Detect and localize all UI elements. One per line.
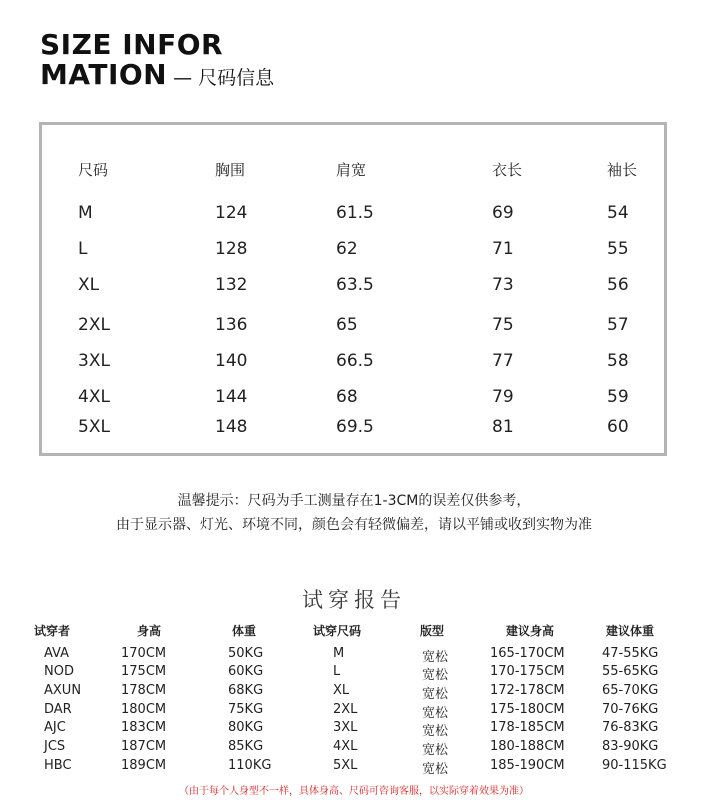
trial-cell-height: 178CM (121, 683, 167, 698)
trial-cell-rec-weight: 83-90KG (602, 739, 659, 754)
trial-cell-tester: NOD (44, 664, 74, 679)
trial-report-note: （由于每个人身型不一样，具体身高、尺码可咨询客服，以实际穿着效果为准） (179, 786, 529, 797)
trial-cell-size: M (333, 646, 345, 661)
trial-cell-rec-height: 175-180CM (490, 702, 565, 717)
size-cell-sleeve: 54 (607, 203, 629, 223)
title-line-2-text: MATION (40, 58, 168, 91)
size-cell-chest: 140 (215, 351, 248, 371)
trial-cell-rec-height: 180-188CM (490, 739, 565, 754)
size-cell-shoulder: 68 (336, 387, 358, 407)
size-cell-chest: 132 (215, 275, 248, 295)
trial-cell-fit: 宽松 (422, 762, 449, 777)
trial-cell-tester: DAR (44, 702, 72, 717)
trial-cell-size: 3XL (333, 720, 358, 735)
title-subtitle: — 尺码信息 (173, 67, 275, 89)
size-cell-size: L (78, 239, 88, 259)
trial-header-fit: 版型 (420, 624, 445, 638)
size-cell-chest: 144 (215, 387, 248, 407)
trial-cell-height: 187CM (121, 739, 167, 754)
trial-cell-weight: 85KG (228, 739, 264, 754)
trial-header-rec-weight: 建议体重 (606, 624, 655, 638)
size-cell-size: XL (78, 275, 100, 295)
size-cell-length: 71 (492, 239, 514, 259)
size-cell-sleeve: 59 (607, 387, 629, 407)
trial-cell-fit: 宽松 (422, 650, 449, 665)
trial-cell-rec-weight: 55-65KG (602, 664, 659, 679)
size-cell-shoulder: 63.5 (336, 275, 374, 295)
trial-cell-height: 183CM (121, 720, 167, 735)
trial-cell-rec-weight: 76-83KG (602, 720, 659, 735)
trial-cell-height: 189CM (121, 758, 167, 773)
size-cell-sleeve: 57 (607, 315, 629, 335)
trial-cell-size: 2XL (333, 702, 358, 717)
trial-cell-weight: 75KG (228, 702, 264, 717)
trial-cell-height: 170CM (121, 646, 167, 661)
trial-header-tester: 试穿者 (34, 624, 71, 638)
size-header-length: 衣长 (492, 161, 523, 179)
size-header-size: 尺码 (78, 161, 109, 179)
size-cell-sleeve: 58 (607, 351, 629, 371)
trial-cell-size: XL (333, 683, 350, 698)
trial-cell-tester: JCS (44, 739, 66, 754)
trial-cell-weight: 68KG (228, 683, 264, 698)
trial-cell-rec-weight: 70-76KG (602, 702, 659, 717)
size-header-shoulder: 肩宽 (336, 161, 367, 179)
size-cell-shoulder: 62 (336, 239, 358, 259)
size-cell-shoulder: 66.5 (336, 351, 374, 371)
trial-cell-tester: HBC (44, 758, 72, 773)
size-cell-size: 3XL (78, 351, 110, 371)
size-cell-length: 81 (492, 417, 514, 437)
size-cell-sleeve: 60 (607, 417, 629, 437)
trial-cell-rec-height: 178-185CM (490, 720, 565, 735)
size-cell-sleeve: 56 (607, 275, 629, 295)
trial-cell-rec-height: 172-178CM (490, 683, 565, 698)
size-cell-size: 2XL (78, 315, 110, 335)
trial-cell-fit: 宽松 (422, 706, 449, 721)
trial-header-rec-height: 建议身高 (506, 624, 555, 638)
trial-cell-tester: AJC (44, 720, 66, 735)
size-cell-sleeve: 55 (607, 239, 629, 259)
size-cell-shoulder: 69.5 (336, 417, 374, 437)
trial-cell-tester: AVA (44, 646, 70, 661)
size-cell-size: 5XL (78, 417, 110, 437)
size-cell-length: 73 (492, 275, 514, 295)
tip-line-2: 由于显示器、灯光、环境不同，颜色会有轻微偏差，请以平铺或收到实物为准 (116, 517, 592, 533)
size-cell-size: 4XL (78, 387, 110, 407)
trial-header-height: 身高 (137, 624, 162, 638)
tip-line-1: 温馨提示：尺码为手工测量存在1-3CM的误差仅供参考， (177, 493, 531, 509)
size-cell-chest: 148 (215, 417, 248, 437)
trial-cell-rec-height: 165-170CM (490, 646, 565, 661)
trial-cell-fit: 宽松 (422, 668, 449, 683)
trial-cell-fit: 宽松 (422, 743, 449, 758)
trial-cell-height: 175CM (121, 664, 167, 679)
trial-cell-weight: 110KG (228, 758, 272, 773)
trial-cell-tester: AXUN (44, 683, 82, 698)
trial-cell-rec-weight: 47-55KG (602, 646, 659, 661)
size-cell-chest: 124 (215, 203, 248, 223)
size-header-sleeve: 袖长 (607, 161, 638, 179)
trial-cell-weight: 50KG (228, 646, 264, 661)
trial-cell-height: 180CM (121, 702, 167, 717)
size-cell-size: M (78, 203, 93, 223)
trial-cell-fit: 宽松 (422, 687, 449, 702)
trial-cell-rec-weight: 65-70KG (602, 683, 659, 698)
trial-cell-size: L (333, 664, 341, 679)
trial-cell-size: 4XL (333, 739, 358, 754)
size-cell-length: 79 (492, 387, 514, 407)
trial-cell-rec-height: 185-190CM (490, 758, 565, 773)
size-cell-length: 75 (492, 315, 514, 335)
size-cell-chest: 136 (215, 315, 248, 335)
trial-cell-weight: 80KG (228, 720, 264, 735)
trial-cell-size: 5XL (333, 758, 358, 773)
size-cell-shoulder: 65 (336, 315, 358, 335)
trial-cell-rec-height: 170-175CM (490, 664, 565, 679)
size-cell-shoulder: 61.5 (336, 203, 374, 223)
size-cell-length: 69 (492, 203, 514, 223)
size-cell-length: 77 (492, 351, 514, 371)
size-cell-chest: 128 (215, 239, 248, 259)
trial-report-title: 试穿报告 (302, 588, 406, 612)
size-header-chest: 胸围 (215, 161, 246, 179)
title-line-1: SIZE INFOR (40, 28, 224, 61)
trial-header-weight: 体重 (232, 624, 257, 638)
trial-cell-fit: 宽松 (422, 724, 449, 739)
trial-header-size: 试穿尺码 (313, 624, 362, 638)
trial-cell-rec-weight: 90-115KG (602, 758, 667, 773)
trial-cell-weight: 60KG (228, 664, 264, 679)
